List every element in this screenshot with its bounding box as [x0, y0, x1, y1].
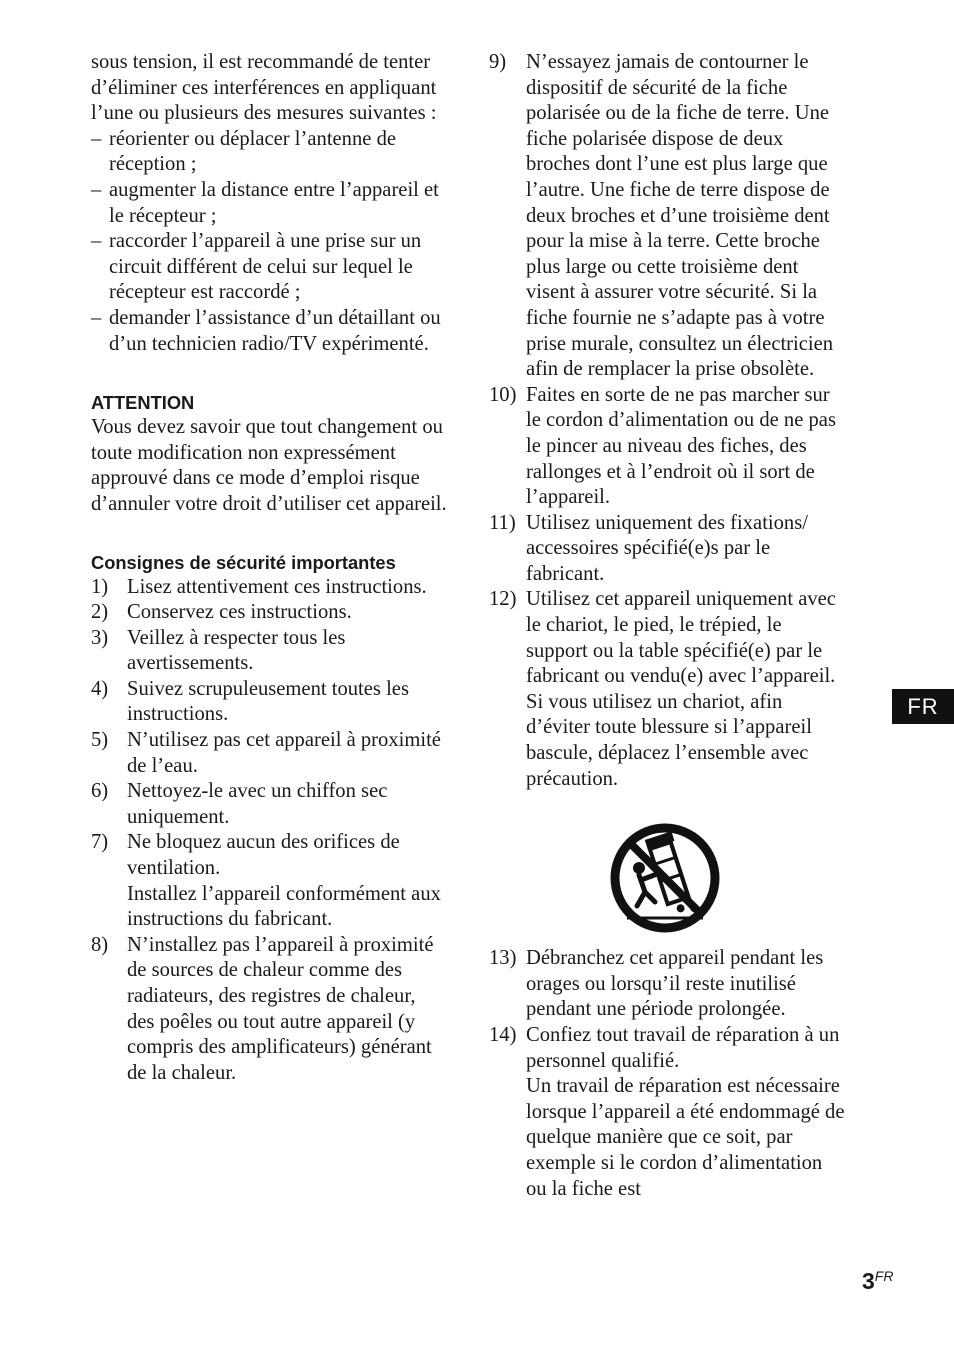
cart-warning-figure — [489, 792, 845, 946]
list-item-text: N’installez pas l’appareil à proximité de sources de chaleur comme des radiateurs, des registres de chaleur, des poêles ou tout autre appareil (y compris des amplificateurs) générant de la chaleur. — [127, 933, 434, 1084]
dash-item — [91, 229, 447, 306]
safety-heading: Consignes de sécurité importantes — [91, 551, 396, 573]
language-tab: FR — [892, 689, 954, 724]
dash-marker: – — [91, 127, 102, 150]
list-item-text-continued: Un travail de réparation est nécessaire lorsque l’appareil a été endommagé de quelque manière que ce soit, par exemple si le cordon d’alimentation ou la fiche est — [526, 1075, 845, 1200]
list-item — [91, 830, 447, 932]
page-number — [862, 1268, 893, 1295]
dash-item — [91, 127, 447, 178]
attention-heading: ATTENTION — [91, 392, 195, 414]
list-item — [91, 933, 447, 1087]
list-item-text: Conservez ces instructions. — [127, 601, 352, 624]
list-item-text: Confiez tout travail de réparation à un personnel qualifié. — [526, 1024, 840, 1072]
list-item-text: Utilisez uniquement des fixations/ accessoires spécifié(e)s par le fabricant. — [526, 511, 808, 585]
list-item — [489, 50, 845, 383]
dash-marker: – — [91, 178, 102, 201]
list-item — [91, 600, 447, 626]
attention-paragraph: Vous devez savoir que tout changement ou toute modification non expressément approuvé dans ce mode d’emploi risque d’annuler votre droit d’utiliser cet appareil. — [91, 416, 447, 515]
list-item — [91, 626, 447, 677]
list-item — [489, 946, 845, 1023]
list-item-number: 9) — [489, 51, 507, 73]
list-item — [91, 728, 447, 779]
left-column — [91, 50, 447, 1086]
list-item-number: 3) — [91, 626, 109, 649]
right-column — [489, 50, 845, 1202]
list-item-number: 11) — [489, 511, 516, 534]
list-item-number: 7) — [91, 831, 109, 854]
list-item — [489, 587, 845, 792]
list-item-text: Ne bloquez aucun des orifices de ventilation. — [127, 831, 400, 880]
list-item — [489, 383, 845, 511]
page-number-suffix: FR — [874, 1268, 894, 1284]
list-item-text: Suivez scrupuleusement toutes les instructions. — [127, 677, 409, 726]
list-item-number: 13) — [489, 947, 517, 970]
dash-item-text: raccorder l’appareil à une prise sur un circuit différent de celui sur lequel le récepteur est raccordé ; — [109, 230, 422, 304]
list-item-number: 5) — [91, 729, 109, 752]
dash-marker: – — [91, 306, 102, 329]
list-item — [489, 511, 845, 588]
list-item-text: Nettoyez-le avec un chiffon sec uniquement. — [127, 780, 388, 828]
cart-tip-over-warning-icon — [609, 822, 721, 934]
list-item-text: N’essayez jamais de contourner le dispositif de sécurité de la fiche polarisée ou de la fiche de terre. Une fiche polarisée dispose de deux broches dont l’une est plus large que l’autre. Une fiche de terre dispose de deux broches et d’une troisième dent pour la mise à la terre. Cette broche plus large ou cette troisième dent visent à assurer votre sécurité. Si la fiche fournie ne s’adapte pas à votre prise murale, consultez un électricien afin de remplacer la prise obsolète. — [526, 51, 834, 381]
list-item-text: Veillez à respecter tous les avertissements. — [127, 626, 346, 675]
intro-paragraph: sous tension, il est recommandé de tenter d’éliminer ces interférences en appliquant l’une ou plusieurs des mesures suivantes : — [91, 51, 437, 125]
list-item-number: 10) — [489, 383, 517, 406]
list-item — [91, 575, 447, 601]
list-item-text-continued: Installez l’appareil conformément aux instructions du fabricant. — [127, 882, 441, 931]
dash-item-text: réorienter ou déplacer l’antenne de réception ; — [109, 127, 397, 176]
page-number-value: 3 — [862, 1268, 875, 1294]
dash-item-text: augmenter la distance entre l’appareil et le récepteur ; — [109, 178, 439, 227]
dash-marker: – — [91, 230, 102, 253]
list-item-text: Faites en sorte de ne pas marcher sur le cordon d’alimentation ou de ne pas le pincer au niveau des fiches, des rallonges et à l’endroit où il sort de l’appareil. — [526, 383, 836, 509]
list-item — [91, 779, 447, 830]
list-item-number: 12) — [489, 588, 517, 611]
list-item-number: 14) — [489, 1024, 517, 1046]
list-item-number: 8) — [91, 933, 109, 956]
dash-item — [91, 306, 447, 357]
list-item-number: 2) — [91, 601, 109, 624]
list-item — [91, 677, 447, 728]
list-item-text: Utilisez cet appareil uniquement avec le chariot, le pied, le trépied, le support ou la table spécifié(e) par le fabricant ou vendu(e) avec l’appareil. Si vous utilisez un chariot, afin d’éviter toute blessure si l’appareil bascule, déplacez l’ensemble avec précaution. — [526, 588, 836, 790]
list-item-text: N’utilisez pas cet appareil à proximité de l’eau. — [127, 729, 441, 777]
list-item-text: Débranchez cet appareil pendant les orages ou lorsqu’il reste inutilisé pendant une période prolongée. — [526, 947, 824, 1021]
list-item-text: Lisez attentivement ces instructions. — [127, 575, 427, 598]
list-item-number: 6) — [91, 780, 109, 803]
list-item-number: 1) — [91, 575, 109, 598]
list-item-number: 4) — [91, 677, 109, 700]
dash-item — [91, 178, 447, 229]
list-item — [489, 1023, 845, 1202]
dash-item-text: demander l’assistance d’un détaillant ou d’un technicien radio/TV expérimenté. — [109, 306, 441, 355]
